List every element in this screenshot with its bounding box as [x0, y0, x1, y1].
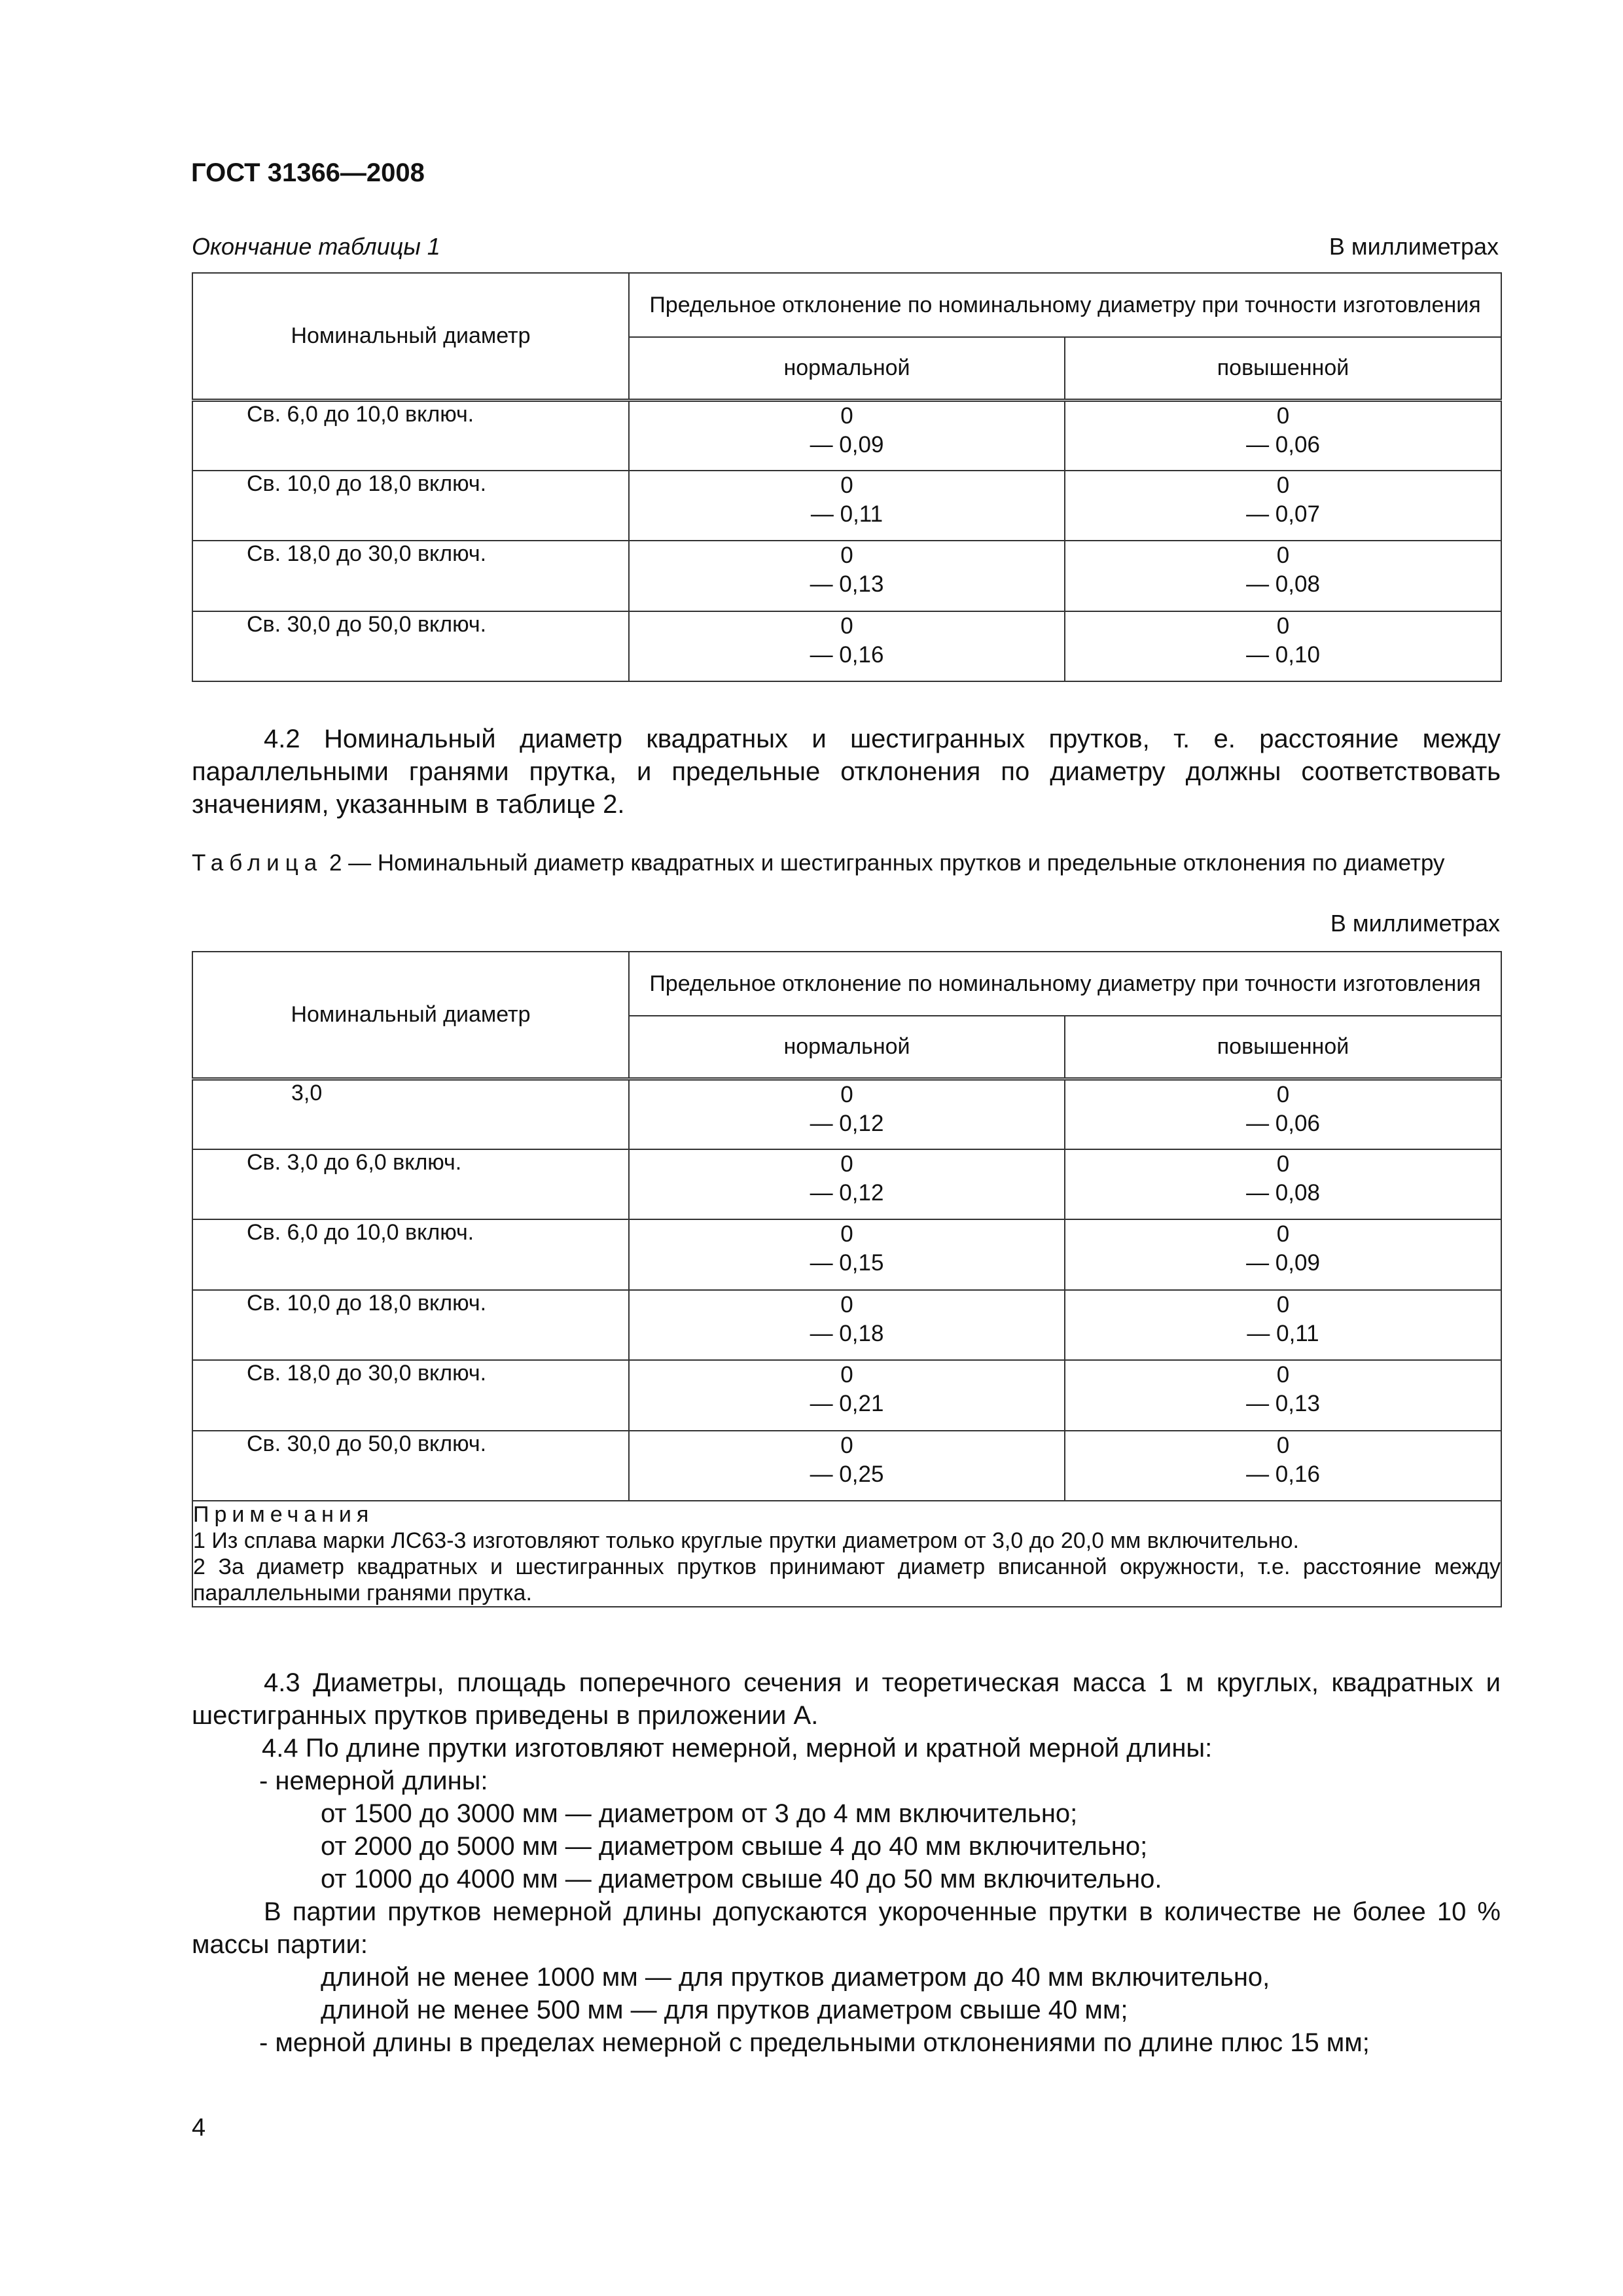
document-code: ГОСТ 31366—2008 — [191, 158, 425, 187]
high-deviation-cell: 0 — 0,13 — [1065, 1360, 1501, 1431]
list-item-nonmeasured: - немерной длины: — [259, 1767, 488, 1795]
table-notes-row — [192, 1501, 1501, 1607]
note-1: 1 Из сплава марки ЛС63-3 изготовляют только круглые прутки диаметром от 3,0 до 20,0 мм включительно. — [193, 1528, 1300, 1553]
high-deviation-cell: 0 — 0,07 — [1065, 471, 1501, 541]
paragraph-4-2: 4.2 Номинальный диаметр квадратных и шестигранных прутков, т. е. расстояние между параллельными гранями прутка, и предельные отклонения по диаметру должны соответствовать значениям, указанным в таблице 2. — [192, 725, 1501, 819]
table1-header-deviation: Предельное отклонение по номинальному диаметру при точности изготовления — [629, 273, 1501, 337]
table1-caption: Окончание таблицы 1 — [192, 233, 440, 260]
table1-header-normal: нормальной — [629, 337, 1065, 400]
diameter-cell: Св. 6,0 до 10,0 включ. — [192, 400, 629, 471]
high-deviation-cell: 0 — 0,09 — [1065, 1219, 1501, 1290]
normal-deviation-cell: 0 — 0,25 — [629, 1431, 1065, 1501]
list-item-measured: - мерной длины в пределах немерной с предельными отклонениями по длине плюс 15 мм; — [259, 2028, 1370, 2057]
high-deviation-cell: 0 — 0,08 — [1065, 541, 1501, 611]
diameter-cell: Св. 10,0 до 18,0 включ. — [192, 1290, 629, 1360]
high-deviation-cell: 0 — 0,10 — [1065, 611, 1501, 681]
normal-deviation-cell: 0 — 0,12 — [629, 1079, 1065, 1149]
normal-deviation-cell: 0 — 0,09 — [629, 400, 1065, 471]
normal-deviation-cell: 0 — 0,16 — [629, 611, 1065, 681]
table-row — [192, 611, 1501, 681]
table2-header-high: повышенной — [1065, 1016, 1501, 1079]
table-row — [192, 1079, 1501, 1149]
table-row — [192, 471, 1501, 541]
notes-title: Примечания — [193, 1502, 374, 1527]
normal-deviation-cell: 0 — 0,21 — [629, 1360, 1065, 1431]
length-range-2: от 2000 до 5000 мм — диаметром свыше 4 до 40 мм включительно; — [321, 1832, 1148, 1861]
table-row — [192, 1431, 1501, 1501]
table2-header-diameter: Номинальный диаметр — [192, 952, 629, 1079]
normal-deviation-cell: 0 — 0,18 — [629, 1290, 1065, 1360]
table2-title — [192, 848, 1501, 878]
diameter-cell: Св. 10,0 до 18,0 включ. — [192, 471, 629, 541]
diameter-cell: Св. 30,0 до 50,0 включ. — [192, 1431, 629, 1501]
paragraph-4-4: 4.4 По длине прутки изготовляют немерной, мерной и кратной мерной длины: — [262, 1734, 1213, 1763]
table1-header-high: повышенной — [1065, 337, 1501, 400]
table1-header-diameter: Номинальный диаметр — [192, 273, 629, 400]
length-range-1: от 1500 до 3000 мм — диаметром от 3 до 4 мм включительно; — [321, 1799, 1078, 1828]
paragraph-batch: В партии прутков немерной длины допускаются укороченные прутки в количестве не более 10 % массы партии: — [192, 1897, 1501, 1959]
normal-deviation-cell: 0 — 0,12 — [629, 1149, 1065, 1219]
table-2 — [192, 951, 1502, 1607]
diameter-cell: Св. 6,0 до 10,0 включ. — [192, 1219, 629, 1290]
table2-units: В миллиметрах — [1330, 910, 1500, 937]
table2-title-text: 2 — Номинальный диаметр квадратных и шестигранных прутков и предельные отклонения по диаметру — [329, 850, 1445, 876]
table-1 — [192, 272, 1502, 682]
high-deviation-cell: 0 — 0,06 — [1065, 1079, 1501, 1149]
normal-deviation-cell: 0 — 0,15 — [629, 1219, 1065, 1290]
table-row — [192, 1149, 1501, 1219]
diameter-cell: Св. 30,0 до 50,0 включ. — [192, 611, 629, 681]
paragraph-4-3: 4.3 Диаметры, площадь поперечного сечения и теоретическая масса 1 м круглых, квадратных и шестигранных прутков приведены в приложении А. — [192, 1668, 1501, 1730]
table-row — [192, 1290, 1501, 1360]
high-deviation-cell: 0 — 0,16 — [1065, 1431, 1501, 1501]
table-row — [192, 1360, 1501, 1431]
diameter-cell: Св. 18,0 до 30,0 включ. — [192, 541, 629, 611]
table2-header-deviation: Предельное отклонение по номинальному диаметру при точности изготовления — [629, 952, 1501, 1016]
short-bars-2: длиной не менее 500 мм — для прутков диаметром свыше 40 мм; — [321, 1996, 1128, 2024]
page-number: 4 — [192, 2114, 206, 2142]
diameter-cell: Св. 3,0 до 6,0 включ. — [192, 1149, 629, 1219]
table2-header-normal: нормальной — [629, 1016, 1065, 1079]
high-deviation-cell: 0 — 0,11 — [1065, 1290, 1501, 1360]
table-row — [192, 1219, 1501, 1290]
table2-notes — [192, 1501, 1501, 1607]
normal-deviation-cell: 0 — 0,13 — [629, 541, 1065, 611]
note-2: 2 За диаметр квадратных и шестигранных прутков принимают диаметр вписанной окружности, т.е. расстояние между параллельными гранями прутка. — [193, 1554, 1501, 1605]
table-row — [192, 541, 1501, 611]
length-range-3: от 1000 до 4000 мм — диаметром свыше 40 до 50 мм включительно. — [321, 1865, 1162, 1893]
short-bars-1: длиной не менее 1000 мм — для прутков диаметром до 40 мм включительно, — [321, 1963, 1270, 1992]
high-deviation-cell: 0 — 0,08 — [1065, 1149, 1501, 1219]
normal-deviation-cell: 0 — 0,11 — [629, 471, 1065, 541]
diameter-cell: Св. 18,0 до 30,0 включ. — [192, 1360, 629, 1431]
diameter-cell: 3,0 — [192, 1079, 629, 1149]
table-row — [192, 400, 1501, 471]
table2-title-label: Таблица — [192, 850, 323, 876]
table1-units: В миллиметрах — [1329, 233, 1499, 260]
high-deviation-cell: 0 — 0,06 — [1065, 400, 1501, 471]
